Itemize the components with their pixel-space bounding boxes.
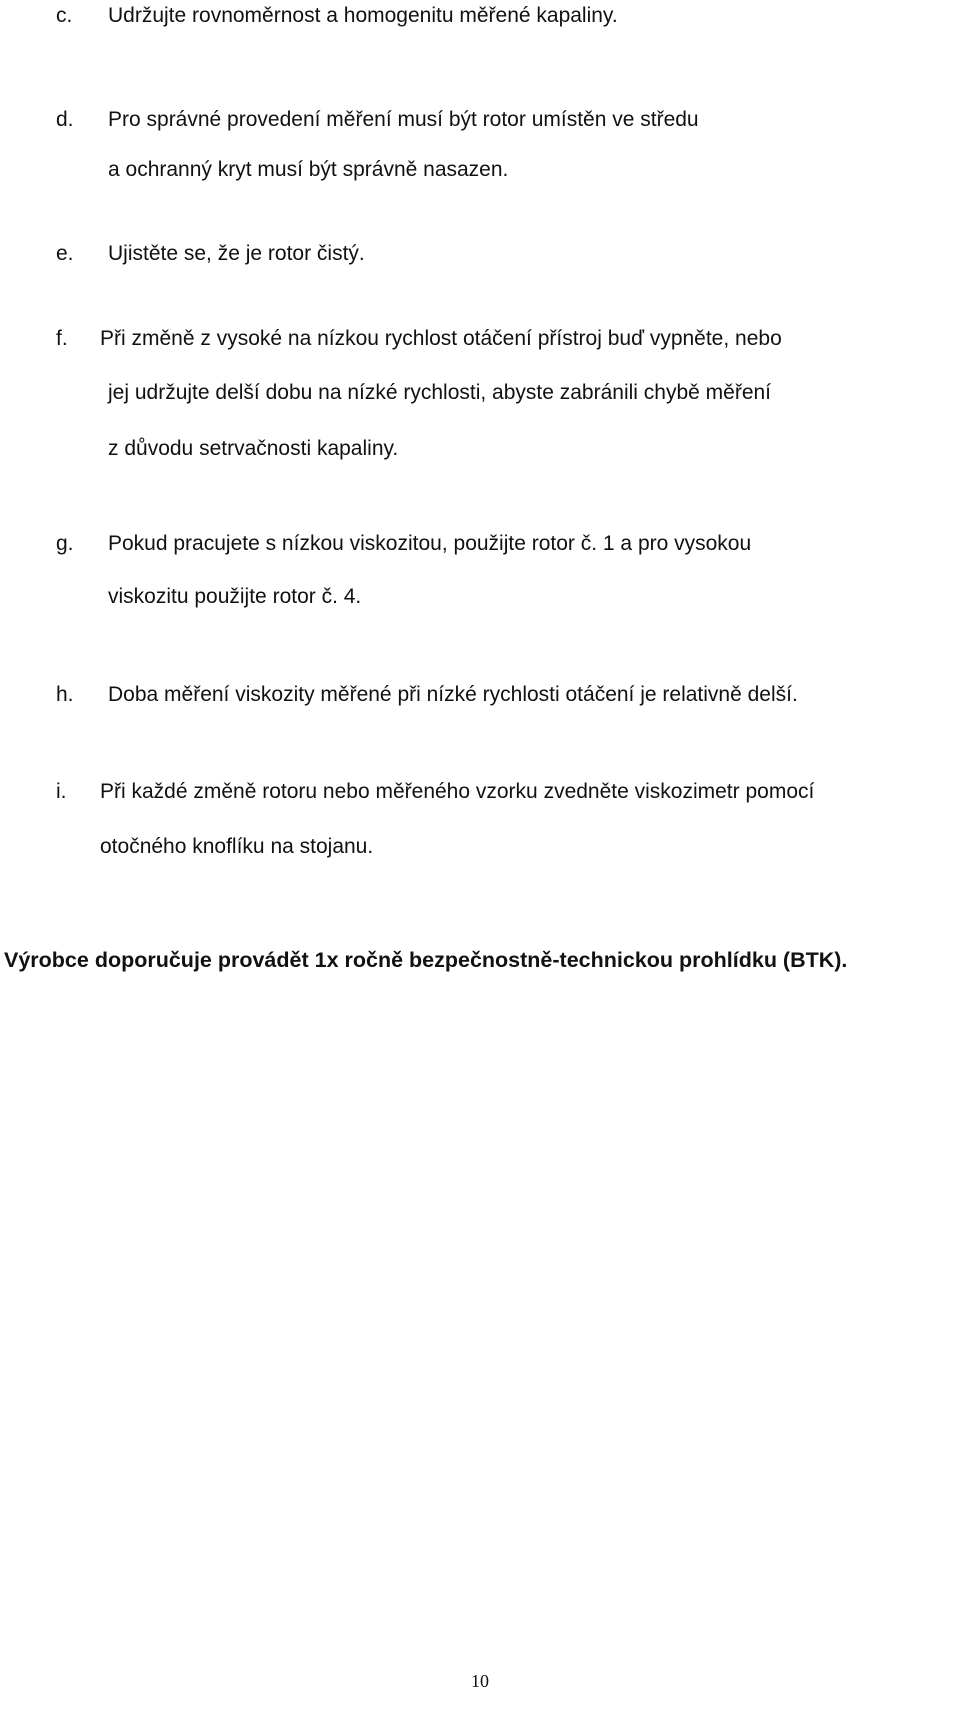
list-marker-e: e.	[56, 242, 74, 265]
item-f-line-2: jej udržujte delší dobu na nízké rychlosti, abyste zabránili chybě měření	[108, 381, 772, 404]
item-i-line-1: Při každé změně rotoru nebo měřeného vzorku zvedněte viskozimetr pomocí	[100, 780, 815, 803]
item-f-line-1: Při změně z vysoké na nízkou rychlost otáčení přístroj buď vypněte, nebo	[100, 327, 782, 350]
item-d-line-1: Pro správné provedení měření musí být rotor umístěn ve středu	[108, 108, 699, 131]
maintenance-recommendation: Výrobce doporučuje provádět 1x ročně bezpečnostně-technickou prohlídku (BTK).	[4, 948, 848, 972]
page-number: 10	[471, 1671, 489, 1691]
item-c-line-1: Udržujte rovnoměrnost a homogenitu měřené kapaliny.	[108, 4, 618, 27]
list-marker-i: i.	[56, 780, 67, 803]
list-marker-f: f.	[56, 327, 68, 350]
list-marker-c: c.	[56, 4, 73, 27]
item-g-line-1: Pokud pracujete s nízkou viskozitou, použijte rotor č. 1 a pro vysokou	[108, 532, 752, 555]
item-i-line-2: otočného knoflíku na stojanu.	[100, 835, 374, 858]
item-g-line-2: viskozitu použijte rotor č. 4.	[108, 585, 362, 608]
item-f-line-3: z důvodu setrvačnosti kapaliny.	[108, 437, 399, 460]
list-marker-g: g.	[56, 532, 74, 555]
list-marker-h: h.	[56, 683, 74, 706]
item-h-line-1: Doba měření viskozity měřené při nízké rychlosti otáčení je relativně delší.	[108, 683, 798, 706]
item-e-line-1: Ujistěte se, že je rotor čistý.	[108, 242, 365, 265]
list-marker-d: d.	[56, 108, 74, 131]
item-d-line-2: a ochranný kryt musí být správně nasazen.	[108, 158, 509, 181]
